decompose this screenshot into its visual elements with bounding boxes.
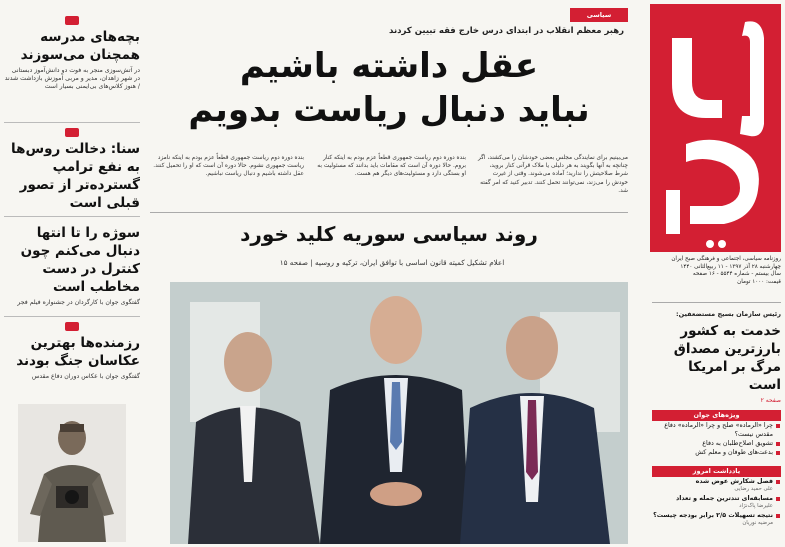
left-story-4[interactable] — [4, 322, 140, 381]
divider — [4, 122, 140, 123]
opinion-item-text[interactable]: مسابقه‌ای تندترین جمله و تعداد — [676, 495, 773, 502]
left-story-headline[interactable]: بچه‌های مدرسه همچنان می‌سوزند — [20, 29, 140, 63]
features-item[interactable] — [652, 421, 781, 439]
soldier-photographer-photo — [18, 404, 126, 542]
left-story-3[interactable] — [4, 224, 140, 307]
right-headline[interactable]: خدمت به کشور بارزترین مصداق مرگ بر امریکا است — [673, 323, 781, 393]
opinion-box-title: یادداشت امروز — [652, 466, 781, 477]
masthead-calligraphy — [650, 4, 781, 252]
opinion-item-author: علی حمید رضایی — [734, 486, 773, 492]
left-story-headline[interactable]: سوژه را تا انتها دنبال می‌کنم چون کنترل در دست مخاطب است — [20, 225, 140, 295]
features-box — [652, 410, 781, 457]
opinion-box — [652, 466, 781, 528]
divider — [150, 212, 628, 213]
features-box-title: ویژه‌های جوان — [652, 410, 781, 421]
left-story-2[interactable] — [4, 128, 140, 212]
left-column — [4, 4, 140, 544]
lead-body-column-left: بنده دوره دوم ریاست جمهوری قطعاً عزم بودم به اینکه نامزد ریاست جمهوری نشوم. حالا دوره آن است که او را تحمیل کنند. عقل داشته باشیم و دنبال ریاست نباشیم. — [153, 155, 304, 178]
lead-headline-line-2[interactable]: نباید دنبال ریاست بدویم — [188, 90, 590, 130]
masthead-info — [652, 256, 781, 286]
divider — [652, 302, 781, 303]
left-story-text: در آتش‌سوزی منجر به فوت دو دانش‌آموز دبستانی در شهر زاهدان، مدیر و مربی آموزش بازداشت شدند / هنوز کلاس‌های بی‌ایمنی بسیار است — [4, 67, 140, 90]
features-item-text[interactable]: چرا «الرماده» صلح و چرا «الرماده» دفاع مقدس نیست؟ — [664, 422, 773, 438]
left-story-1[interactable] — [4, 16, 140, 91]
left-story-headline[interactable]: رزمنده‌ها بهترین عکاسان جنگ بودند — [16, 335, 140, 369]
features-item[interactable] — [652, 448, 781, 457]
divider — [4, 216, 140, 217]
three-ministers-handshake-photo — [170, 282, 628, 544]
masthead-info-line: چهارشنبه ۲۸ آذر ۱۳۹۷ - ۱۱ ربیع‌الثانی ۱۴۴۰ — [680, 263, 781, 270]
left-story-headline[interactable]: سنا: دخالت روس‌ها به نفع ترامپ گسترده‌تر از تصور قبلی است — [11, 141, 140, 211]
features-item-text[interactable]: تشویق اصلاح‌طلبان به دفاع — [702, 440, 773, 447]
masthead-logo[interactable] — [650, 4, 781, 252]
right-kicker: رئیس سازمان بسیج مستضعفین: — [676, 310, 781, 318]
page-marker — [65, 322, 79, 331]
opinion-item-text[interactable]: فصل شکارش عوض شده — [695, 478, 773, 485]
features-item[interactable] — [652, 439, 781, 448]
left-story-text: گفتگوی جوان با کارگردان در جشنواره فیلم فجر — [17, 299, 140, 306]
lead-body-column-middle: بنده دوره دوم ریاست جمهوری قطعاً عزم بودم به اینکه کنار بروم. حالا دوره آن است که مقامات باید بدانند که مسئولیت به او بستگی دارد و مسئولیت‌های دیگر هم هست. — [317, 155, 466, 178]
left-story-text: گفتگوی جوان با عکاس دوران دفاع مقدس — [31, 373, 140, 380]
second-headline[interactable]: روند سیاسی سوریه کلید خورد — [240, 222, 538, 246]
lead-kicker: رهبر معظم انقلاب در ابتدای درس خارج فقه تبیین کردند — [389, 26, 624, 36]
masthead-info-line: سال بیستم - شماره ۵۵۴۴ - ۱۶ صفحه — [692, 271, 781, 278]
second-headline-desc: اعلام تشکیل کمیته قانون اساسی با توافق ایران، ترکیه و روسیه | صفحه ۱۵ — [279, 258, 505, 267]
page-marker — [65, 16, 79, 25]
opinion-item[interactable] — [652, 511, 781, 520]
features-item-text[interactable]: بدعت‌های طوفان و معلم کش — [695, 449, 773, 456]
masthead-info-line: روزنامه سیاسی، اجتماعی و فرهنگی صبح ایران — [671, 256, 781, 262]
opinion-item-author: مرضیه نوریان — [742, 520, 773, 526]
right-page-ref[interactable]: صفحه ۲ — [760, 397, 781, 404]
opinion-item[interactable] — [652, 494, 781, 503]
lead-body — [150, 154, 628, 202]
lead-headline-line-1[interactable]: عقل داشته باشیم — [239, 46, 539, 86]
opinion-item[interactable] — [652, 477, 781, 486]
masthead-info-line: قیمت: ۱۰۰۰ تومان — [737, 278, 781, 285]
lead-headline[interactable] — [150, 44, 628, 132]
divider — [4, 316, 140, 317]
center-column — [150, 4, 628, 544]
opinion-item-author: علیرضا پاک‌نژاد — [739, 503, 773, 509]
lead-body-column-right: می‌بینیم برای نمایندگی مجلس بعضی خودشان را می‌کشند، اگر چنانچه به آنها بگویند به هر دلیلی یا ملاک قرآنی کنار بروید، شرط صلاحیتش را ندارید؛ آماده می‌شوند. وقتی از غیرت خودش را می‌زند، نمی‌توانند تحمل کنند. تدبیر کنید که امر گفته شد. — [477, 155, 628, 194]
opinion-item-text[interactable]: نتیجه تسهیلات ۲/۵ برابر بودجه چیست؟ — [653, 512, 773, 519]
section-tag: سیاسی — [570, 8, 628, 22]
page-marker — [65, 128, 79, 137]
